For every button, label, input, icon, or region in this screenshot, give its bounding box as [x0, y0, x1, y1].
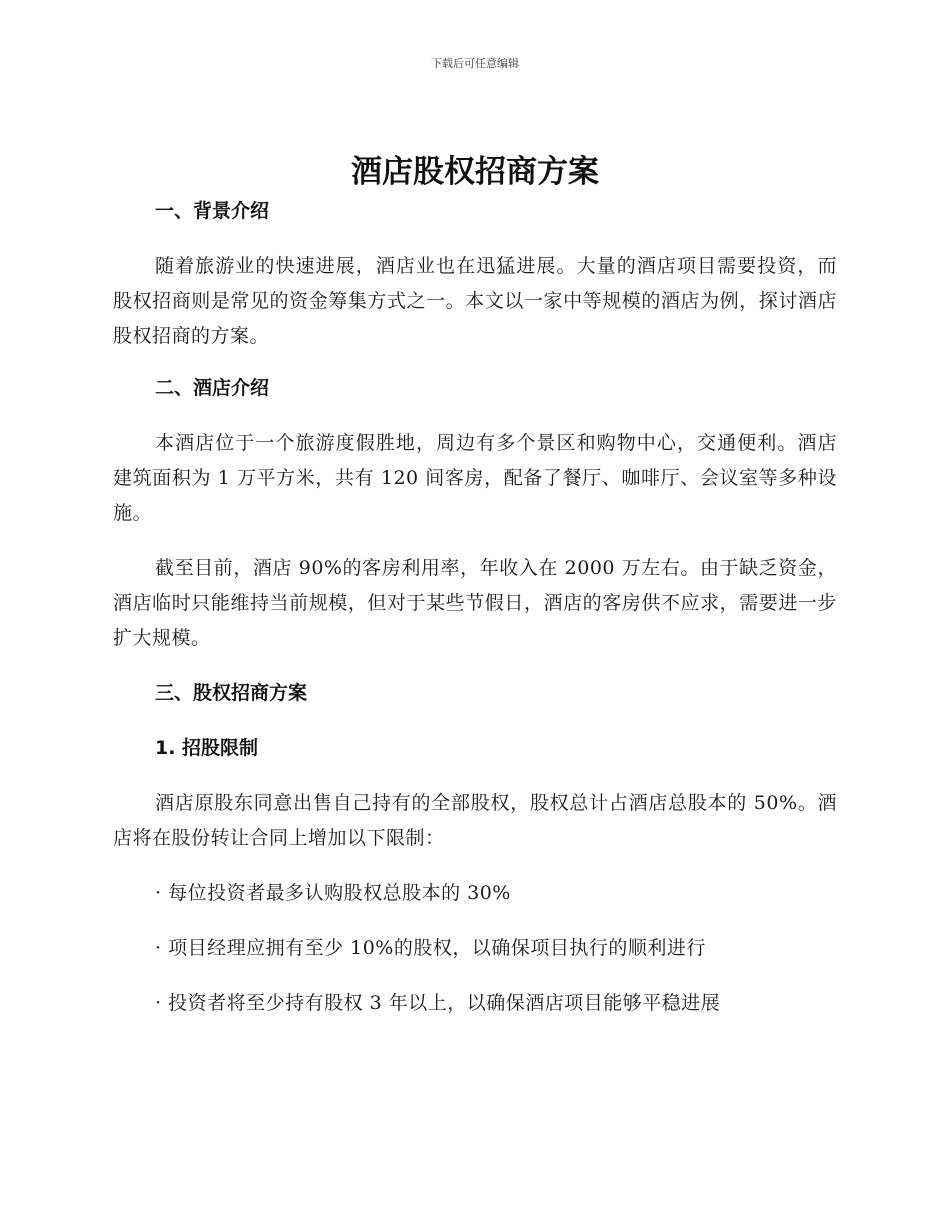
header-note: 下载后可任意编辑 — [431, 57, 519, 70]
document-title: 酒店股权招商方案 — [351, 154, 599, 190]
list-item: · 每位投资者最多认购股权总股本的 30% — [155, 882, 511, 904]
hotel-intro-paragraph-2: 截至目前，酒店 90%的客房利用率，年收入在 2000 万左右。由于缺乏资金，酒店临时只能维持当前规模，但对于某些节假日，酒店的客房供不应求，需要进一步扩大规模。 — [113, 557, 837, 649]
section-heading-hotel-intro: 二、酒店介绍 — [155, 377, 270, 399]
background-paragraph: 随着旅游业的快速进展，酒店业也在迅猛进展。大量的酒店项目需要投资，而股权招商则是常见的资金筹集方式之一。本文以一家中等规模的酒店为例，探讨酒店股权招商的方案。 — [113, 255, 837, 347]
document-body — [113, 148, 837, 1021]
subsection-heading-share-limits: 1. 招股限制 — [155, 737, 259, 759]
hotel-intro-paragraph-1: 本酒店位于一个旅游度假胜地，周边有多个景区和购物中心，交通便利。酒店建筑面积为 1 万平方米，共有 120 间客房，配备了餐厅、咖啡厅、会议室等多种设施。 — [113, 432, 837, 524]
plan-paragraph: 酒店原股东同意出售自己持有的全部股权，股权总计占酒店总股本的 50%。酒店将在股份转让合同上增加以下限制： — [113, 792, 837, 849]
section-heading-plan: 三、股权招商方案 — [155, 682, 308, 704]
section-heading-background: 一、背景介绍 — [155, 200, 270, 222]
list-item: · 项目经理应拥有至少 10%的股权，以确保项目执行的顺利进行 — [155, 937, 706, 959]
list-item: · 投资者将至少持有股权 3 年以上，以确保酒店项目能够平稳进展 — [155, 992, 721, 1014]
